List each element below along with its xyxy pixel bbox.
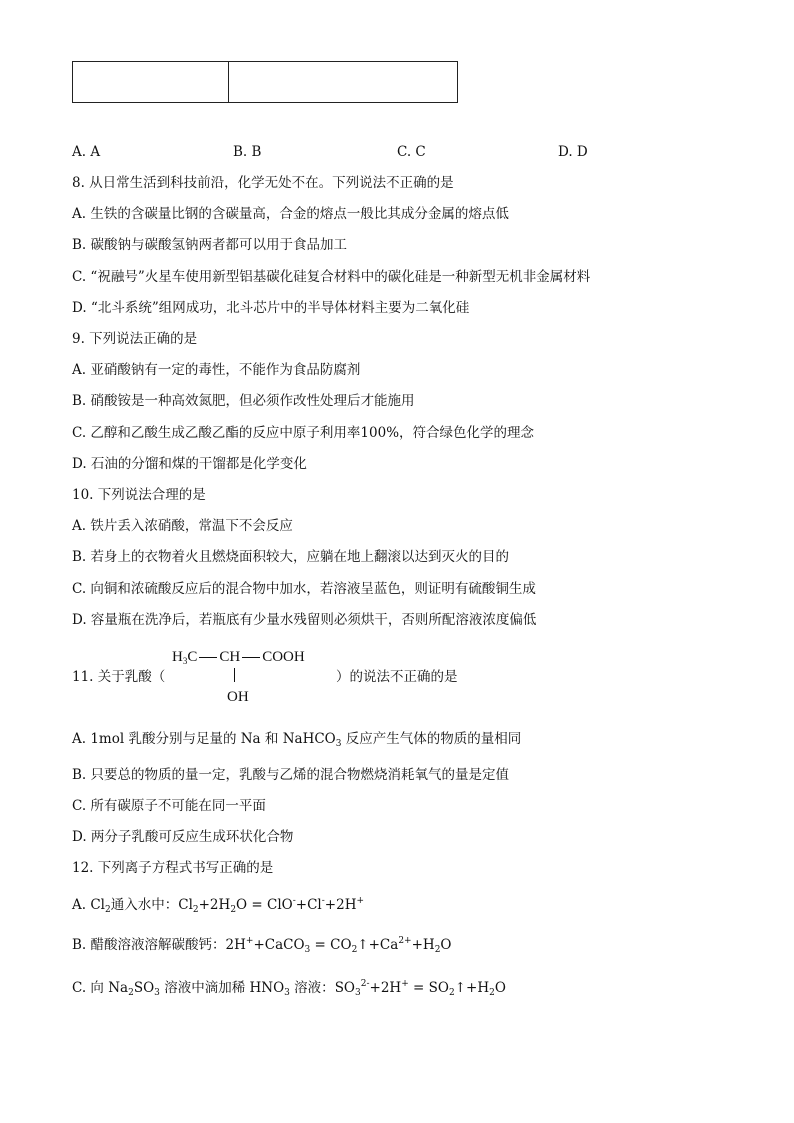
- table-cell: [229, 62, 458, 103]
- q9-option-c: C. 乙醇和乙酸生成乙酸乙酯的反应中原子利用率100%，符合绿色化学的理念: [72, 425, 535, 441]
- question-8-stem: 8. 从日常生活到科技前沿，化学无处不在。下列说法不正确的是: [72, 175, 454, 191]
- q12-option-c: C. 向 $Na_2SO_3$ 溶液中滴加稀 $HNO_3$ 溶液：$SO_3^{2-}+2H^+$ = $SO_2↑+H_2O$: [72, 979, 506, 998]
- bond-vertical: [234, 668, 235, 682]
- question-12-stem: 12. 下列离子方程式书写正确的是: [72, 860, 274, 876]
- option-d: D. D: [558, 144, 588, 160]
- question-11-stem-end: ）的说法不正确的是: [336, 669, 458, 685]
- q8-option-d: D. “北斗系统”组网成功，北斗芯片中的半导体材料主要为二氧化硅: [72, 300, 470, 316]
- q10-option-b: B. 若身上的衣物着火且燃烧面积较大，应躺在地上翻滚以达到灭火的目的: [72, 549, 510, 565]
- q12-option-b: B. 醋酸溶液溶解碳酸钙：2H++CaCO$_3$ = $CO_2↑+Ca^{2+}+H_2O$: [72, 936, 452, 955]
- bond-dash: [242, 657, 260, 658]
- option-a: A. A: [72, 144, 101, 160]
- q9-option-b: B. 硝酸铵是一种高效氮肥，但必须作改性处理后才能施用: [72, 393, 415, 409]
- struct-cooh: COOH: [262, 649, 305, 665]
- question-11-stem-start: 11. 关于乳酸（: [72, 669, 166, 685]
- table-cell: [73, 62, 229, 103]
- struct-oh: OH: [227, 689, 249, 705]
- q9-option-d: D. 石油的分馏和煤的干馏都是化学变化: [72, 456, 307, 472]
- answer-table: [72, 61, 458, 103]
- bond-dash: [199, 657, 217, 658]
- q10-option-a: A. 铁片丢入浓硝酸，常温下不会反应: [72, 518, 293, 534]
- q11-option-d: D. 两分子乳酸可反应生成环状化合物: [72, 829, 294, 845]
- struct-c: C: [187, 649, 198, 665]
- struct-ch: CH: [219, 649, 241, 665]
- option-c: C. C: [397, 144, 426, 160]
- lactic-acid-structure: $H_3C$ CH COOH: [172, 649, 305, 666]
- q8-option-b: B. 碳酸钠与碳酸氢钠两者都可以用于食品加工: [72, 237, 348, 253]
- q8-option-a: A. 生铁的含碳量比钢的含碳量高，合金的熔点一般比其成分金属的熔点低: [72, 206, 509, 222]
- q10-option-c: C. 向铜和浓硫酸反应后的混合物中加水，若溶液呈蓝色，则证明有硫酸铜生成: [72, 581, 536, 597]
- option-b: B. B: [233, 144, 262, 160]
- q11-option-c: C. 所有碳原子不可能在同一平面: [72, 798, 266, 814]
- q11-option-a: A. 1mol 乳酸分别与足量的 Na 和 NaHCO$_3$ 反应产生气体的物质的量相同: [72, 731, 522, 749]
- q11-option-b: B. 只要总的物质的量一定，乳酸与乙烯的混合物燃烧消耗氧气的量是定值: [72, 767, 510, 783]
- q10-option-d: D. 容量瓶在洗净后，若瓶底有少量水残留则必须烘干，否则所配溶液浓度偏低: [72, 612, 537, 628]
- q12-option-a: A. $Cl_2$通入水中：$Cl_2+2H_2O = ClO^-+Cl^-+2H^+$: [72, 896, 365, 915]
- struct-h: H: [172, 649, 183, 665]
- question-10-stem: 10. 下列说法合理的是: [72, 487, 206, 503]
- q9-option-a: A. 亚硝酸钠有一定的毒性，不能作为食品防腐剂: [72, 362, 361, 378]
- q8-option-c: C. “祝融号”火星车使用新型铝基碳化硅复合材料中的碳化硅是一种新型无机非金属材料: [72, 269, 591, 285]
- question-9-stem: 9. 下列说法正确的是: [72, 331, 198, 347]
